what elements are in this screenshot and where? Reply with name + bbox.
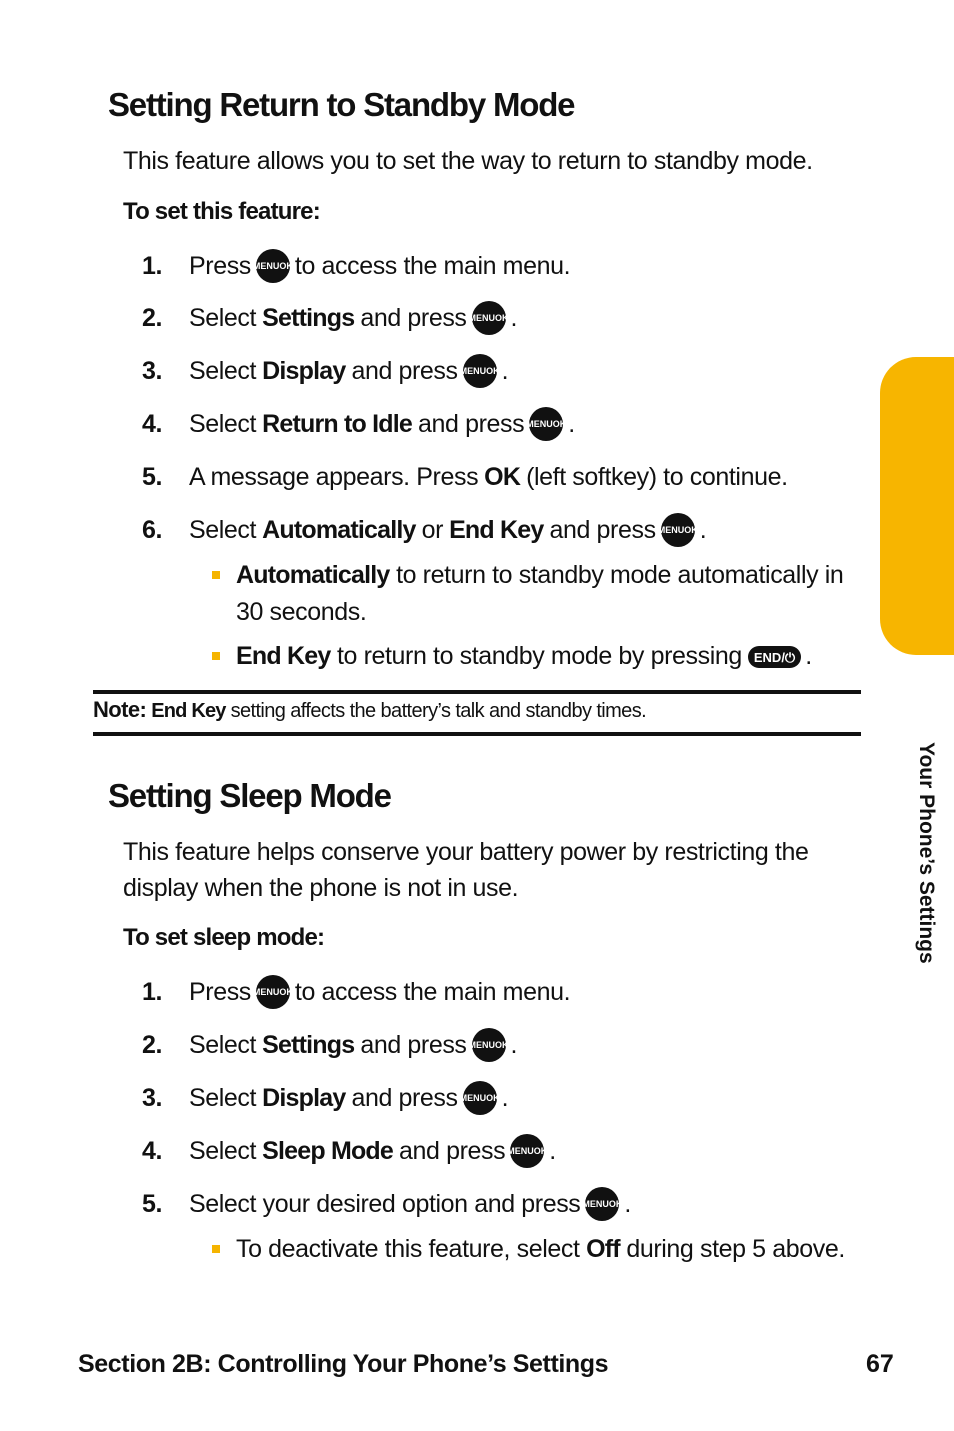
note: [93, 697, 861, 723]
sleep-step-1: [142, 972, 862, 1012]
step-number: 2.: [142, 303, 163, 332]
step-text: Select: [189, 1083, 257, 1112]
menu-ok-key-icon: MENU OK: [256, 975, 290, 1009]
sleep-step-3: 3. Select Display and press MENU OK .: [142, 1078, 862, 1118]
step-number: 6.: [142, 515, 163, 544]
step-text: Select: [189, 1136, 257, 1165]
menu-option-automatically: Automatically: [262, 515, 416, 544]
section-intro-sleep: This feature helps conserve your battery power by restricting the display when the phone is not in use.: [123, 838, 809, 902]
step-4: 4. Select Return to Idle and press MENU OK .: [142, 404, 862, 444]
menu-ok-key-icon: MENU OK: [529, 407, 563, 441]
step-text: and press: [360, 303, 467, 332]
step-number: 5.: [142, 462, 163, 491]
bullet-automatically: [213, 557, 853, 631]
side-section-tab: [880, 357, 954, 964]
step-text: and press: [418, 409, 525, 438]
step-2: 2. Select Settings and press MENU OK .: [142, 298, 862, 338]
menu-ok-key-icon: MENU OK: [661, 513, 695, 547]
bullet-square-icon: [212, 571, 220, 579]
menu-option-return-to-idle: Return to Idle: [262, 409, 413, 438]
menu-option-sleep-mode: Sleep Mode: [262, 1136, 394, 1165]
step-text: or: [421, 515, 444, 544]
note-bottom-rule: [93, 732, 861, 736]
step-number: 1.: [142, 251, 163, 280]
section-title-sleep: Setting Sleep Mode: [108, 777, 391, 814]
note-label: Note:: [93, 697, 147, 722]
menu-ok-key-icon: MENU OK: [585, 1187, 619, 1221]
step-text: Select: [189, 409, 257, 438]
section-intro-standby: This feature allows you to set the way to return to standby mode.: [123, 147, 813, 175]
step-number: 5.: [142, 1189, 163, 1218]
menu-ok-key-icon: MENU OK: [463, 1081, 497, 1115]
step-text: Press: [189, 977, 251, 1006]
step-6: 6. Select Automatically or End Key and press MENU OK .: [142, 510, 862, 550]
step-text: Select your desired option and press: [189, 1189, 581, 1218]
bullet-square-icon: [212, 652, 220, 660]
subheading-standby: To set this feature:: [123, 198, 320, 225]
menu-option-end-key: End Key: [449, 515, 544, 544]
step-number: 3.: [142, 356, 163, 385]
step-text: and press: [399, 1136, 506, 1165]
note-top-rule: [93, 690, 861, 694]
menu-ok-key-icon: MENU OK: [256, 249, 290, 283]
sleep-step-4: 4. Select Sleep Mode and press MENU OK .: [142, 1131, 862, 1171]
menu-ok-key-icon: MENU OK: [463, 354, 497, 388]
step-text: and press: [351, 356, 458, 385]
bullet-square-icon: [212, 1245, 220, 1253]
menu-ok-key-icon: MENU OK: [472, 301, 506, 335]
softkey-ok: OK: [484, 462, 521, 491]
step-1: [142, 246, 862, 286]
bullet-text: To deactivate this feature, select: [236, 1235, 580, 1263]
page-number: 67: [866, 1350, 894, 1378]
step-text: to access the main menu.: [294, 251, 571, 280]
bullet-bold: End Key: [236, 642, 331, 670]
side-tab-label: Your Phone’s Settings: [915, 742, 938, 964]
footer-section-title: Section 2B: Controlling Your Phone’s Settings: [78, 1350, 609, 1378]
end-power-key-icon: END/⏻: [748, 646, 801, 668]
menu-option-settings: Settings: [262, 303, 355, 332]
sleep-step-5: 5. Select your desired option and press MENU OK .: [142, 1184, 862, 1224]
sleep-step-2: 2. Select Settings and press MENU OK .: [142, 1025, 862, 1065]
note-bold: End Key: [151, 700, 226, 722]
step-text: and press: [549, 515, 656, 544]
menu-option-display: Display: [262, 1083, 346, 1112]
step-text: Select: [189, 515, 257, 544]
bullet-deactivate: [213, 1231, 853, 1268]
step-text: Select: [189, 356, 257, 385]
bullet-end-key: End Key to return to standby mode by pressing END/⏻ .: [213, 638, 853, 675]
subheading-sleep: To set sleep mode:: [123, 924, 325, 951]
step-text: to access the main menu.: [294, 977, 571, 1006]
step-text: Select: [189, 1030, 257, 1059]
menu-option-settings: Settings: [262, 1030, 355, 1059]
step-text: and press: [360, 1030, 467, 1059]
bullet-text: to return to standby mode automatically in 30 seconds.: [236, 561, 844, 626]
step-5: [142, 457, 862, 497]
step-text: (left softkey) to continue.: [526, 462, 788, 491]
step-text: and press: [351, 1083, 458, 1112]
bullet-bold: Automatically: [236, 561, 390, 589]
step-3: 3. Select Display and press MENU OK .: [142, 351, 862, 391]
section-title-standby: Setting Return to Standby Mode: [108, 86, 575, 123]
option-off: Off: [586, 1235, 620, 1263]
step-number: 1.: [142, 977, 163, 1006]
step-number: 2.: [142, 1030, 163, 1059]
menu-option-display: Display: [262, 356, 346, 385]
step-number: 3.: [142, 1083, 163, 1112]
menu-ok-key-icon: MENU OK: [510, 1134, 544, 1168]
note-text: setting affects the battery’s talk and standby times.: [230, 700, 647, 722]
step-text: Select: [189, 303, 257, 332]
menu-ok-key-icon: MENU OK: [472, 1028, 506, 1062]
bullet-text: during step 5 above.: [626, 1235, 845, 1263]
step-text: A message appears. Press: [189, 462, 479, 491]
step-number: 4.: [142, 1136, 163, 1165]
step-text: Press: [189, 251, 251, 280]
step-number: 4.: [142, 409, 163, 438]
bullet-text: to return to standby mode by pressing: [336, 642, 742, 670]
